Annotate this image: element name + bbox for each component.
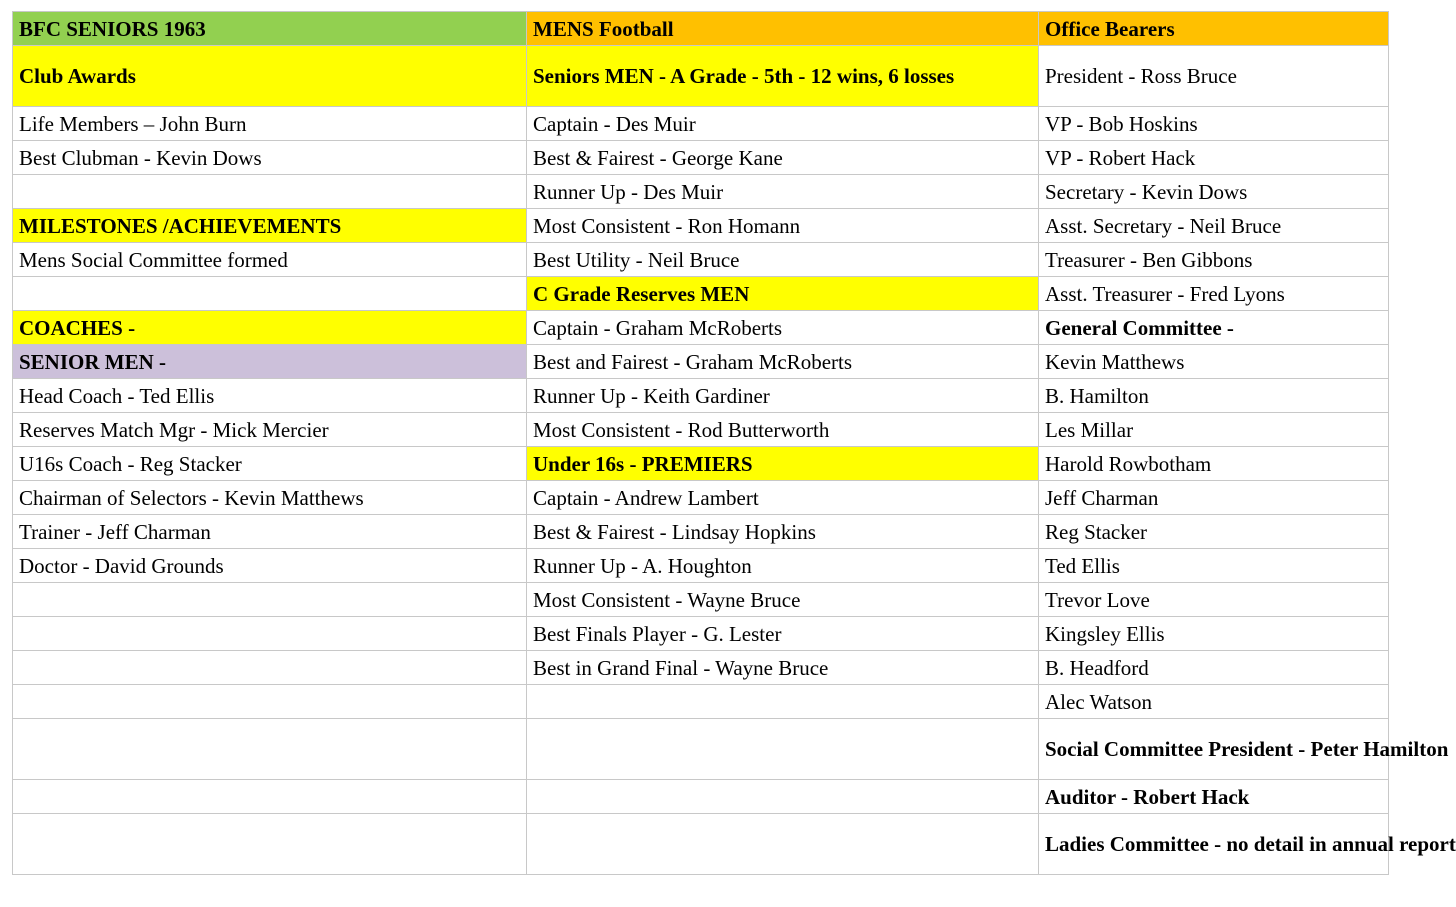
officer-cell[interactable]: President - Ross Bruce (1039, 46, 1389, 107)
committee-member-cell[interactable]: Kingsley Ellis (1039, 617, 1389, 651)
empty-cell[interactable] (13, 277, 527, 311)
sheet-row (13, 345, 1389, 379)
officer-cell[interactable]: VP - Robert Hack (1039, 141, 1389, 175)
empty-cell[interactable] (13, 583, 527, 617)
u16-award-cell[interactable]: Runner Up - A. Houghton (527, 549, 1039, 583)
general-committee-heading-cell[interactable]: General Committee - (1039, 311, 1389, 345)
social-president-cell[interactable]: Social Committee President - Peter Hamilton (1039, 719, 1389, 780)
empty-cell[interactable] (527, 814, 1039, 875)
officer-cell[interactable]: Asst. Secretary - Neil Bruce (1039, 209, 1389, 243)
empty-cell[interactable] (13, 651, 527, 685)
reserves-award-cell[interactable]: Captain - Graham McRoberts (527, 311, 1039, 345)
committee-member-cell[interactable]: Jeff Charman (1039, 481, 1389, 515)
coach-cell[interactable]: Reserves Match Mgr - Mick Mercier (13, 413, 527, 447)
u16-award-cell[interactable]: Best & Fairest - Lindsay Hopkins (527, 515, 1039, 549)
officer-cell[interactable]: Asst. Treasurer - Fred Lyons (1039, 277, 1389, 311)
sheet-row (13, 481, 1389, 515)
reserves-award-cell[interactable]: Best and Fairest - Graham McRoberts (527, 345, 1039, 379)
sheet-row (13, 685, 1389, 719)
u16-heading-cell[interactable]: Under 16s - PREMIERS (527, 447, 1039, 481)
reserves-award-cell[interactable]: Most Consistent - Rod Butterworth (527, 413, 1039, 447)
u16-award-cell[interactable]: Captain - Andrew Lambert (527, 481, 1039, 515)
sheet-row (13, 209, 1389, 243)
empty-cell[interactable] (13, 685, 527, 719)
empty-cell[interactable] (527, 780, 1039, 814)
life-members-cell[interactable]: Life Members – John Burn (13, 107, 527, 141)
coaches-heading-cell[interactable]: COACHES - (13, 311, 527, 345)
seniors-heading-cell[interactable]: Seniors MEN - A Grade - 5th - 12 wins, 6 losses (527, 46, 1039, 107)
sheet-row (13, 583, 1389, 617)
coach-cell[interactable]: Trainer - Jeff Charman (13, 515, 527, 549)
sheet-row (13, 515, 1389, 549)
reserves-heading-cell[interactable]: C Grade Reserves MEN (527, 277, 1039, 311)
u16-award-cell[interactable]: Best Finals Player - G. Lester (527, 617, 1039, 651)
empty-cell[interactable] (13, 175, 527, 209)
best-clubman-cell[interactable]: Best Clubman - Kevin Dows (13, 141, 527, 175)
milestones-heading-cell[interactable]: MILESTONES /ACHIEVEMENTS (13, 209, 527, 243)
empty-cell[interactable] (13, 617, 527, 651)
seniors-award-cell[interactable]: Best & Fairest - George Kane (527, 141, 1039, 175)
u16-award-cell[interactable]: Most Consistent - Wayne Bruce (527, 583, 1039, 617)
header-row (13, 12, 1389, 46)
committee-member-cell[interactable]: B. Hamilton (1039, 379, 1389, 413)
sheet-row (13, 311, 1389, 345)
empty-cell[interactable] (527, 685, 1039, 719)
sheet-row (13, 141, 1389, 175)
coach-cell[interactable]: U16s Coach - Reg Stacker (13, 447, 527, 481)
sheet-row (13, 46, 1389, 107)
sheet-row (13, 651, 1389, 685)
officer-cell[interactable]: Treasurer - Ben Gibbons (1039, 243, 1389, 277)
reserves-award-cell[interactable]: Runner Up - Keith Gardiner (527, 379, 1039, 413)
ladies-committee-cell[interactable]: Ladies Committee - no detail in annual report (1039, 814, 1389, 875)
committee-member-cell[interactable]: Kevin Matthews (1039, 345, 1389, 379)
seniors-award-cell[interactable]: Captain - Des Muir (527, 107, 1039, 141)
sheet-row (13, 277, 1389, 311)
seniors-award-cell[interactable]: Best Utility - Neil Bruce (527, 243, 1039, 277)
empty-cell[interactable] (527, 719, 1039, 780)
auditor-cell[interactable]: Auditor - Robert Hack (1039, 780, 1389, 814)
club-awards-heading-cell[interactable]: Club Awards (13, 46, 527, 107)
committee-member-cell[interactable]: Ted Ellis (1039, 549, 1389, 583)
committee-member-cell[interactable]: Alec Watson (1039, 685, 1389, 719)
coach-cell[interactable]: Chairman of Selectors - Kevin Matthews (13, 481, 527, 515)
seniors-award-cell[interactable]: Most Consistent - Ron Homann (527, 209, 1039, 243)
sheet-row (13, 379, 1389, 413)
sheet-row (13, 175, 1389, 209)
committee-member-cell[interactable]: Harold Rowbotham (1039, 447, 1389, 481)
empty-cell[interactable] (13, 780, 527, 814)
empty-cell[interactable] (13, 719, 527, 780)
u16-award-cell[interactable]: Best in Grand Final - Wayne Bruce (527, 651, 1039, 685)
sheet-row (13, 617, 1389, 651)
sheet-row (13, 447, 1389, 481)
mens-social-cell[interactable]: Mens Social Committee formed (13, 243, 527, 277)
committee-member-cell[interactable]: B. Headford (1039, 651, 1389, 685)
coach-cell[interactable]: Head Coach - Ted Ellis (13, 379, 527, 413)
sheet-row (13, 780, 1389, 814)
sheet-row (13, 413, 1389, 447)
seniors-award-cell[interactable]: Runner Up - Des Muir (527, 175, 1039, 209)
sheet-row (13, 814, 1389, 875)
club-report-sheet (12, 11, 1456, 875)
coach-cell[interactable]: Doctor - David Grounds (13, 549, 527, 583)
sheet-row (13, 107, 1389, 141)
mens-football-header-cell[interactable]: MENS Football (527, 12, 1039, 46)
sheet-row (13, 719, 1389, 780)
sheet-row (13, 243, 1389, 277)
empty-cell[interactable] (13, 814, 527, 875)
committee-member-cell[interactable]: Les Millar (1039, 413, 1389, 447)
senior-men-heading-cell[interactable]: SENIOR MEN - (13, 345, 527, 379)
officer-cell[interactable]: VP - Bob Hoskins (1039, 107, 1389, 141)
officer-cell[interactable]: Secretary - Kevin Dows (1039, 175, 1389, 209)
office-bearers-header-cell[interactable]: Office Bearers (1039, 12, 1389, 46)
sheet-title-cell[interactable]: BFC SENIORS 1963 (13, 12, 527, 46)
committee-member-cell[interactable]: Trevor Love (1039, 583, 1389, 617)
committee-member-cell[interactable]: Reg Stacker (1039, 515, 1389, 549)
sheet-row (13, 549, 1389, 583)
